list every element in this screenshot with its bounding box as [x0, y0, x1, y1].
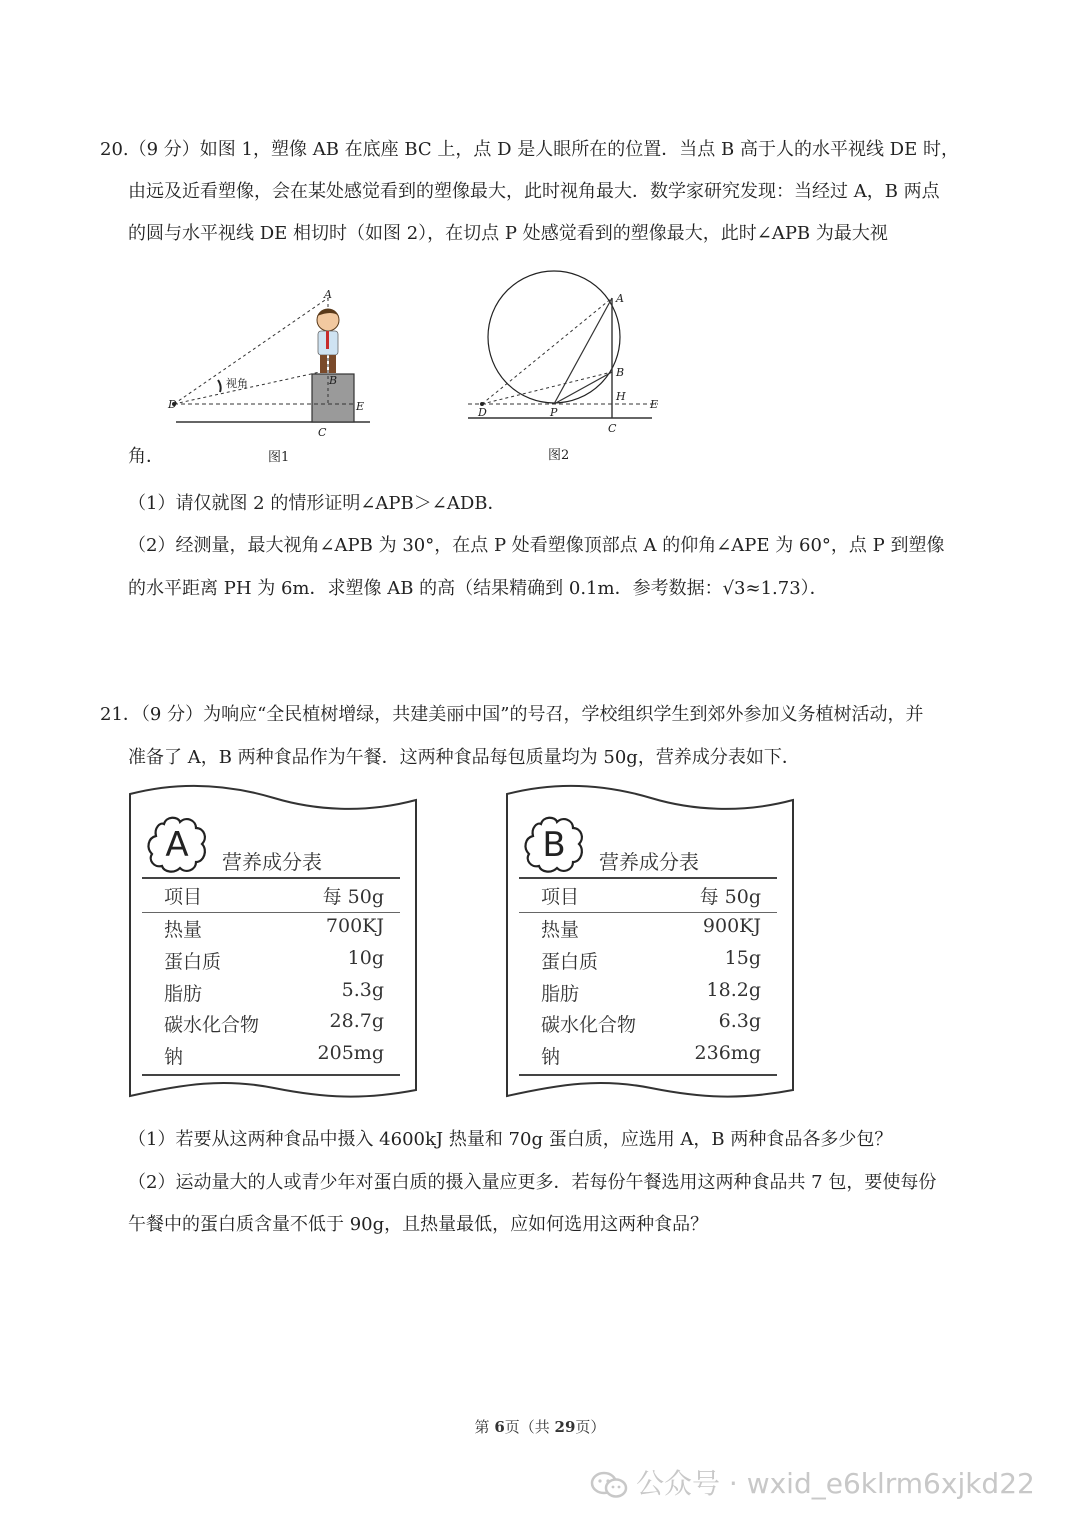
table-row	[541, 1042, 761, 1072]
row-value: 236mg	[694, 1042, 761, 1064]
fig1-label-B: B	[329, 374, 338, 387]
footer-mid: 页（共	[504, 1418, 555, 1436]
fig1-label-C: C	[318, 426, 327, 439]
page-footer	[0, 1416, 1080, 1437]
card-a-header-row	[164, 882, 384, 912]
row-label: 热量	[541, 919, 580, 941]
row-label: 脂肪	[541, 983, 580, 1005]
watermark	[590, 1462, 1035, 1502]
card-b-header-rule	[519, 912, 777, 913]
card-a-title: 营养成分表	[222, 850, 322, 874]
fig2-label-H: H	[616, 390, 626, 403]
q20-part-2-line-1: （2）经测量，最大视角∠APB 为 30°，在点 P 处看塑像顶部点 A 的仰角∠APE 为 60°，点 P 到塑像	[128, 535, 945, 556]
fig1-label-E: E	[356, 400, 365, 413]
wechat-icon	[590, 1471, 628, 1499]
row-value: 10g	[347, 947, 384, 969]
row-label: 钠	[164, 1046, 184, 1068]
table-row	[164, 947, 384, 977]
watermark-text: 公众号 · wxid_e6klrm6xjkd22	[636, 1467, 1035, 1500]
table-row	[164, 1042, 384, 1072]
row-label: 蛋白质	[164, 951, 222, 973]
nutrition-card-a	[124, 784, 424, 1114]
q20-text-line-2: 由远及近看塑像，会在某处感觉看到的塑像最大，此时视角最大．数学家研究发现：当经过 A，B 两点	[128, 181, 940, 202]
q20-text-line-1: 20.（9 分）如图 1，塑像 AB 在底座 BC 上，点 D 是人眼所在的位置．当点 B 高于人的水平视线 DE 时，	[100, 139, 959, 160]
q20-part-2-line-2: 的水平距离 PH 为 6m．求塑像 AB 的高（结果精确到 0.1m．参考数据：√3≈1.73）．	[128, 578, 828, 599]
table-row	[541, 915, 761, 945]
header-value: 每 50g	[322, 886, 384, 908]
table-row	[541, 979, 761, 1009]
fig1-label-A: A	[324, 288, 332, 301]
q21-part-2-line-1: （2）运动量大的人或青少年对蛋白质的摄入量应更多．若每份午餐选用这两种食品共 7 包，要使每份	[128, 1172, 937, 1193]
card-a-letter: A	[165, 825, 189, 865]
q20-text-line-3: 的圆与水平视线 DE 相切时（如图 2），在切点 P 处感觉看到的塑像最大，此时∠APB 为最大视	[128, 223, 888, 244]
fig2-label-D: D	[478, 406, 487, 419]
fig1-label-D: D	[168, 398, 177, 411]
row-label: 碳水化合物	[164, 1014, 260, 1036]
q20-part-1: （1）请仅就图 2 的情形证明∠APB＞∠ADB．	[128, 493, 506, 514]
header-label: 项目	[164, 886, 203, 908]
fig2-label-B: B	[616, 366, 625, 379]
q21-text-line-1: 21．（9 分）为响应“全民植树增绿，共建美丽中国”的号召，学校组织学生到郊外参加义务植树活动，并	[100, 704, 924, 725]
footer-suffix: 页）	[575, 1418, 606, 1436]
figure-1-diagram	[160, 282, 390, 462]
q21-part-1: （1）若要从这两种食品中摄入 4600kJ 热量和 70g 蛋白质，应选用 A，B 两种食品各多少包？	[128, 1129, 893, 1150]
fig2-label-P: P	[550, 406, 558, 419]
card-a-top-rule	[142, 877, 400, 879]
q21-text-line-2: 准备了 A，B 两种食品作为午餐．这两种食品每包质量均为 50g，营养成分表如下．	[128, 747, 800, 768]
row-value: 900KJ	[702, 915, 761, 937]
card-a-bottom-rule	[142, 1074, 400, 1076]
row-label: 碳水化合物	[541, 1014, 637, 1036]
row-value: 6.3g	[718, 1010, 761, 1032]
row-value: 205mg	[317, 1042, 384, 1064]
figure-1-caption: 图1	[268, 450, 290, 465]
table-row	[541, 1010, 761, 1040]
card-b-top-rule	[519, 877, 777, 879]
row-label: 钠	[541, 1046, 561, 1068]
footer-page-number: 6	[494, 1418, 505, 1436]
row-label: 脂肪	[164, 983, 203, 1005]
row-value: 5.3g	[341, 979, 384, 1001]
card-b-title: 营养成分表	[599, 850, 699, 874]
fig2-label-E: E	[650, 398, 659, 411]
row-value: 15g	[724, 947, 761, 969]
header-label: 项目	[541, 886, 580, 908]
fig1-label-angle: 视角	[226, 377, 248, 390]
card-b-header-row	[541, 882, 761, 912]
footer-prefix: 第	[474, 1418, 495, 1436]
card-a-header-rule	[142, 912, 400, 913]
table-row	[541, 947, 761, 977]
row-label: 热量	[164, 919, 203, 941]
footer-total-pages: 29	[554, 1418, 576, 1436]
fig2-label-A: A	[616, 292, 624, 305]
table-row	[164, 1010, 384, 1040]
table-row	[164, 979, 384, 1009]
letter-b-badge	[521, 814, 587, 876]
q21-part-2-line-2: 午餐中的蛋白质含量不低于 90g，且热量最低，应如何选用这两种食品？	[128, 1214, 709, 1235]
row-label: 蛋白质	[541, 951, 599, 973]
row-value: 700KJ	[325, 915, 384, 937]
row-value: 28.7g	[329, 1010, 384, 1032]
card-b-bottom-rule	[519, 1074, 777, 1076]
card-b-letter: B	[542, 825, 566, 865]
letter-a-badge	[144, 814, 210, 876]
q20-text-line-4: 角．	[128, 446, 164, 467]
header-value: 每 50g	[699, 886, 761, 908]
fig2-label-C: C	[608, 422, 617, 435]
nutrition-card-b	[501, 784, 801, 1114]
table-row	[164, 915, 384, 945]
figure-2-caption: 图2	[548, 448, 570, 463]
figure-2-diagram	[462, 264, 672, 444]
row-value: 18.2g	[706, 979, 761, 1001]
